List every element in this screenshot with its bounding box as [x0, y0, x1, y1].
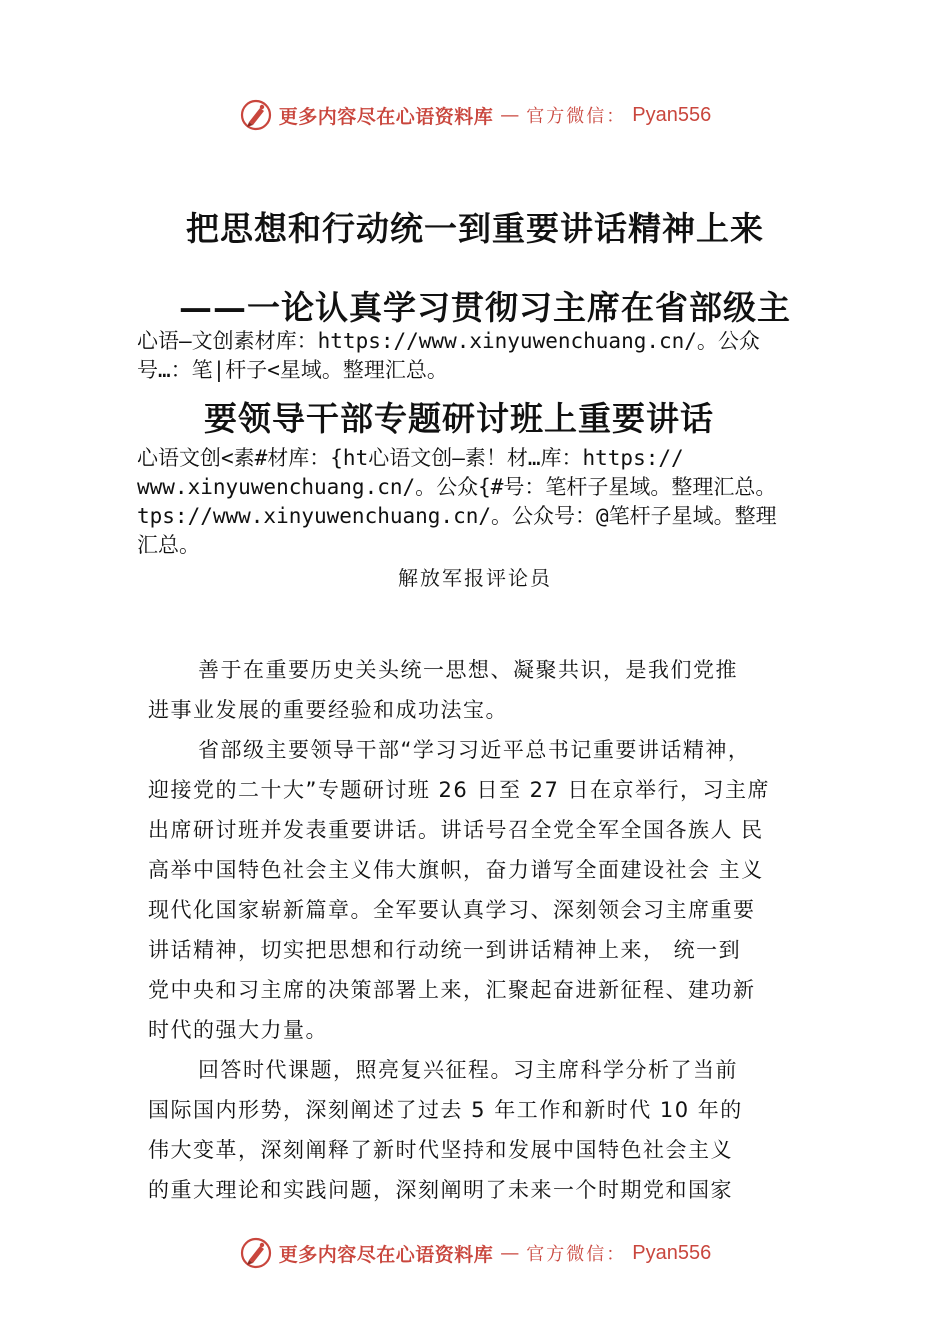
watermark-line: www.xinyuwenchuang.cn/。公众{#号：笔杆子星域。整理汇总。	[137, 475, 777, 499]
banner-site-text: 更多内容尽在心语资料库	[278, 105, 494, 128]
body-line: 出席研讨班并发表重要讲话。讲话号召全党全军全国各族人 民	[148, 818, 764, 842]
body-line: 的重大理论和实践问题，深刻阐明了未来一个时期党和国家	[148, 1178, 733, 1202]
body-line: 时代的强大力量。	[148, 1018, 328, 1042]
body-line: 现代化国家崭新篇章。全军要认真学习、深刻领会习主席重要	[148, 898, 756, 922]
article-body	[148, 650, 848, 1210]
watermark-text-1	[137, 327, 837, 385]
body-line: 高举中国特色社会主义伟大旗帜，奋力谱写全面建设社会 主义	[148, 858, 764, 882]
byline: 解放军报评论员	[398, 566, 552, 590]
footer-banner	[0, 1233, 950, 1273]
banner-wechat-label: 官方微信：	[526, 1244, 627, 1265]
body-line: 善于在重要历史关头统一思想、凝聚共识，是我们党推	[198, 658, 738, 682]
pen-logo-icon	[239, 1236, 273, 1270]
document-subtitle-line2: 要领导干部专题研讨班上重要讲话	[204, 399, 714, 438]
watermark-text-2	[137, 444, 837, 560]
banner-site-text: 更多内容尽在心语资料库	[278, 1243, 494, 1266]
banner-dash: —	[500, 104, 520, 126]
document-subtitle-line1: ——一论认真学习贯彻习主席在省部级主	[179, 288, 791, 327]
body-line: 回答时代课题，照亮复兴征程。习主席科学分析了当前	[198, 1058, 738, 1082]
body-line: 国际国内形势，深刻阐述了过去 5 年工作和新时代 10 年的	[148, 1098, 743, 1122]
banner-wechat-id: Pyan556	[632, 103, 712, 126]
body-line: 伟大变革，深刻阐释了新时代坚持和发展中国特色社会主义	[148, 1138, 733, 1162]
header-banner	[0, 95, 950, 135]
body-line: 讲话精神，切实把思想和行动统一到讲话精神上来， 统一到	[148, 938, 742, 962]
banner-wechat-id: Pyan556	[632, 1241, 712, 1264]
body-line: 省部级主要领导干部“学习习近平总书记重要讲话精神，	[198, 738, 751, 762]
banner-dash: —	[500, 1242, 520, 1264]
pen-logo-icon	[239, 98, 273, 132]
body-line: 党中央和习主席的决策部署上来，汇聚起奋进新征程、建功新	[148, 978, 756, 1002]
watermark-line: 号…：笔|杆子<星域。整理汇总。	[137, 358, 448, 382]
watermark-line: tps://www.xinyuwenchuang.cn/。公众号：@笔杆子星域。整理	[137, 504, 777, 528]
body-line: 迎接党的二十大”专题研讨班 26 日至 27 日在京举行，习主席	[148, 778, 771, 802]
watermark-line: 心语文创<素#材库：{ht心语文创—素！材…库：https://	[137, 446, 684, 470]
watermark-line: 汇总。	[137, 533, 200, 557]
body-line: 进事业发展的重要经验和成功法宝。	[148, 698, 508, 722]
banner-wechat-label: 官方微信：	[526, 106, 627, 127]
watermark-line: 心语—文创素材库：https://www.xinyuwenchuang.cn/。公众	[137, 329, 760, 353]
document-title: 把思想和行动统一到重要讲话精神上来	[186, 209, 764, 248]
